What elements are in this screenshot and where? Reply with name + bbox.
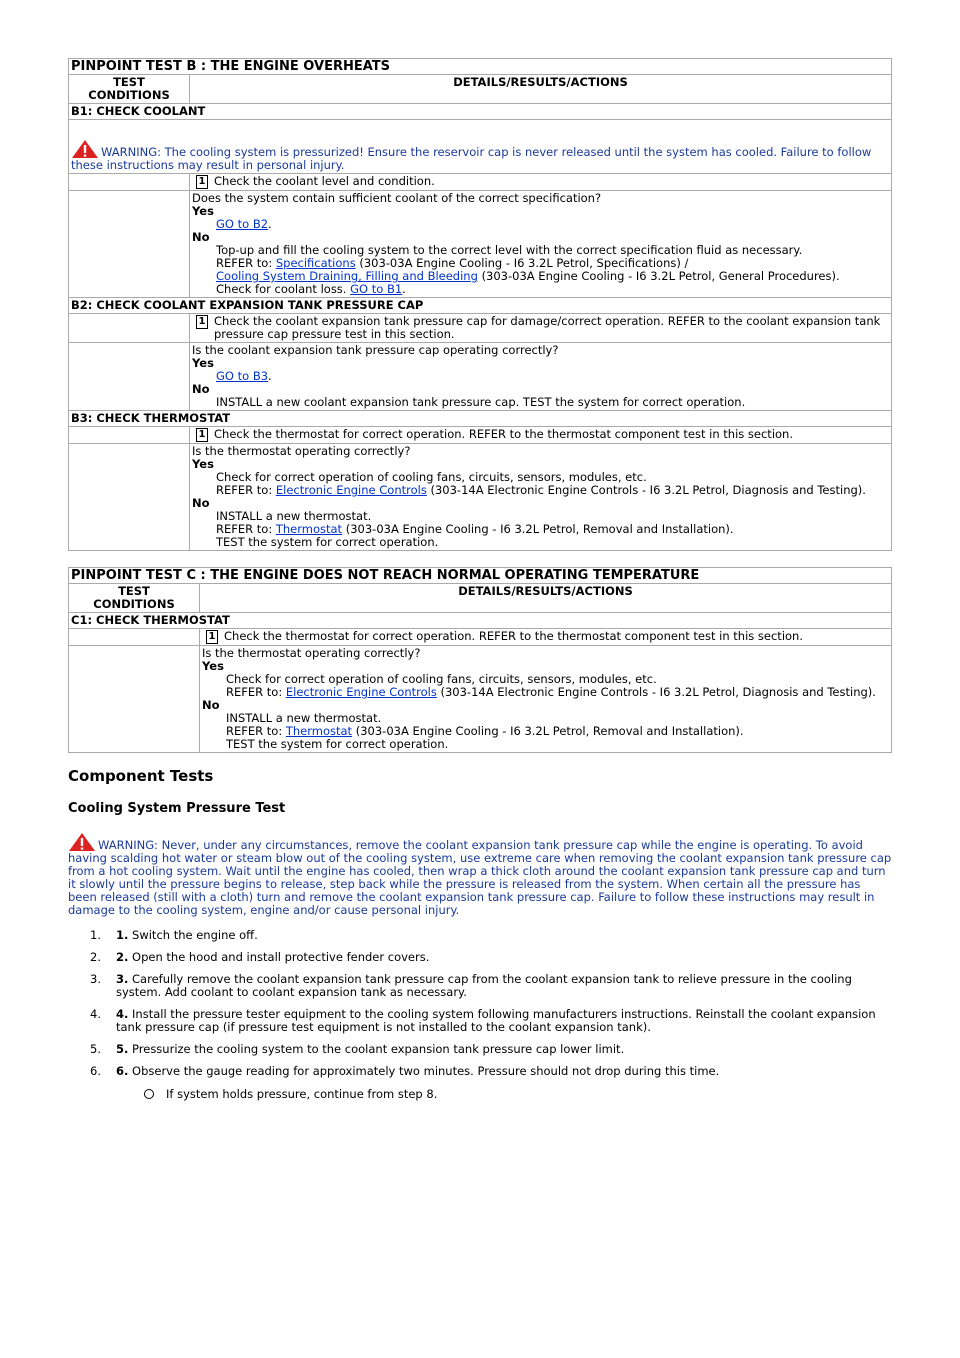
step-number: 5. (90, 1042, 101, 1056)
ref-text: (303-03A Engine Cooling - I6 3.2L Petrol, Specifications) / (359, 256, 689, 270)
link-thermostat[interactable]: Thermostat (275, 522, 343, 536)
link-thermostat[interactable]: Thermostat (285, 724, 353, 738)
refer-text: REFER to: (216, 256, 273, 270)
no-label: No (192, 496, 210, 510)
cond-cell (69, 191, 190, 298)
step-number: 3. (90, 972, 101, 986)
warning-text: WARNING: Never, under any circumstances, remove the coolant expansion tank pressure cap while the engine is operating. To avoid having scalding hot water or steam blow out of the cooling system, use extreme care when removing the coolant expansion tank pressure cap from a hot cooling system. Wait until the engine has cooled, then wrap a thick cloth around the coolant expansion tank pressure cap and turn it slowly until the pressure begins to release, step back while the pressure is released from the system. When certain all the pressure has been released (still with a cloth) turn and remove the coolant expansion tank pressure cap. Failure to follow these instructions may result in damage to the cooling system, engine and/or cause personal injury. (68, 838, 892, 917)
refer-text: REFER to: (226, 724, 283, 738)
cond-cell (69, 444, 190, 551)
list-item (68, 951, 892, 964)
section-b2: B2: CHECK COOLANT EXPANSION TANK PRESSURE CAP (69, 298, 892, 314)
component-tests (68, 767, 892, 1101)
refer-text: REFER to: (226, 685, 283, 699)
col-test-conditions (69, 75, 190, 104)
pinpoint-test-c-table (68, 567, 892, 753)
col-label-a: TEST (118, 584, 150, 598)
step-bold: 3. (116, 972, 129, 986)
result-cell (200, 646, 892, 753)
ref-text: (303-14A Electronic Engine Controls - I6 3.2L Petrol, Diagnosis and Testing). (440, 685, 876, 699)
step-box: 1 (196, 428, 208, 442)
list-item (68, 929, 892, 942)
list-item (68, 1043, 892, 1056)
refer-text: REFER to: (216, 483, 273, 497)
step-text: Pressurize the cooling system to the coolant expansion tank pressure cap lower limit. (132, 1042, 625, 1056)
cond-cell (69, 314, 190, 343)
step-bold: 4. (116, 1007, 129, 1021)
yes-label: Yes (192, 356, 214, 370)
steps-list (68, 929, 892, 1078)
col-details: DETAILS/RESULTS/ACTIONS (190, 75, 892, 104)
step-bold: 2. (116, 950, 129, 964)
test-c-title: PINPOINT TEST C : THE ENGINE DOES NOT REACH NORMAL OPERATING TEMPERATURE (69, 568, 892, 584)
link-electronic-engine-controls[interactable]: Electronic Engine Controls (275, 483, 427, 497)
step-text: Check the coolant level and condition. (214, 174, 435, 188)
warning-icon (71, 139, 99, 159)
step-bold: 6. (116, 1064, 129, 1078)
step-text: Check the thermostat for correct operation. REFER to the thermostat component test in this section. (224, 629, 803, 643)
result-cell (190, 444, 892, 551)
warning-text: WARNING: The cooling system is pressurized! Ensure the reservoir cap is never released until the system has cooled. Failure to follow these instructions may result in personal injury. (71, 145, 872, 172)
pinpoint-test-b-table (68, 58, 892, 551)
no-text: INSTALL a new thermostat. (216, 509, 372, 523)
step-text: Install the pressure tester equipment to the cooling system following manufacturers instructions. Reinstall the coolant expansion tank pressure cap (if pressure test equipment is not installed to the coolant expansion tank). (116, 1007, 876, 1034)
ref-text: (303-03A Engine Cooling - I6 3.2L Petrol, Removal and Installation). (355, 724, 744, 738)
step-box: 1 (196, 315, 208, 329)
link-go-to-b1[interactable]: GO to B1 (350, 282, 403, 296)
col-label-b: CONDITIONS (88, 88, 170, 102)
step-box: 1 (206, 630, 218, 644)
result-cell: Is the coolant expansion tank pressure cap operating correctly? Yes GO to B3. No INSTALL a new coolant expansion tank pressure cap. TEST the system for correct operation. (190, 343, 892, 411)
link-go-to-b2[interactable]: GO to B2 (216, 217, 269, 231)
list-item (68, 1008, 892, 1034)
no-label: No (192, 230, 210, 244)
question-text: Is the thermostat operating correctly? (202, 646, 421, 660)
component-tests-heading: Component Tests (68, 767, 214, 785)
yes-text: Check for correct operation of cooling fans, circuits, sensors, modules, etc. (216, 470, 647, 484)
no-text: Top-up and fill the cooling system to the correct level with the correct specification fluid as necessary. (216, 243, 803, 257)
step-text: Carefully remove the coolant expansion tank pressure cap from the coolant expansion tank to relieve pressure in the cooling system. Add coolant to coolant expansion tank as necessary. (116, 972, 852, 999)
step-text: Observe the gauge reading for approximately two minutes. Pressure should not drop during this time. (132, 1064, 720, 1078)
page (68, 58, 892, 1101)
col-test-conditions (69, 584, 200, 613)
section-b3: B3: CHECK THERMOSTAT (69, 411, 892, 427)
ref-text: (303-03A Engine Cooling - I6 3.2L Petrol, General Procedures). (481, 269, 840, 283)
question-text: Is the coolant expansion tank pressure cap operating correctly? (192, 343, 559, 357)
yes-label: Yes (192, 204, 214, 218)
step-text: Open the hood and install protective fender covers. (132, 950, 430, 964)
cond-cell (69, 174, 190, 191)
result-cell: Does the system contain sufficient coolant of the correct specification? Yes GO to B2. No Top-up and fill the cooling system to the correct level with the correct specification fluid as necessary. REFER to: Specifications (303-03A Engine Cooling - I6 3.2L Petrol, Specifications) / Cooling System Draining, Filling and Bleeding (303-03A Engine Cooling - I6 3.2L Petrol, General Procedures). Check for coolant loss. GO to B1. (190, 191, 892, 298)
sub-step (144, 1087, 892, 1101)
step-number: 6. (90, 1064, 101, 1078)
link-electronic-engine-controls[interactable]: Electronic Engine Controls (285, 685, 437, 699)
section-b1: B1: CHECK COOLANT (69, 104, 892, 120)
link-specifications[interactable]: Specifications (275, 256, 356, 270)
no-label: No (192, 382, 210, 396)
step-text: Check the coolant expansion tank pressure cap for damage/correct operation. REFER to the coolant expansion tank pressure cap pressure test in this section. (214, 314, 881, 341)
step-box: 1 (196, 175, 208, 189)
col-details: DETAILS/RESULTS/ACTIONS (200, 584, 892, 613)
warning-block (68, 832, 892, 917)
step-number: 2. (90, 950, 101, 964)
link-go-to-b3[interactable]: GO to B3 (216, 369, 269, 383)
ref-text: (303-14A Electronic Engine Controls - I6 3.2L Petrol, Diagnosis and Testing). (430, 483, 866, 497)
step-bold: 5. (116, 1042, 129, 1056)
question-text: Is the thermostat operating correctly? (192, 444, 411, 458)
yes-label: Yes (202, 659, 224, 673)
step-row (190, 314, 892, 343)
cond-cell (69, 343, 190, 411)
refer-text: REFER to: (216, 522, 273, 536)
test-system-text: TEST the system for correct operation. (226, 737, 449, 751)
step-bold: 1. (116, 928, 129, 942)
no-label: No (202, 698, 220, 712)
link-cooling-draining[interactable]: Cooling System Draining, Filling and Bleeding (216, 269, 478, 283)
no-text: INSTALL a new thermostat. (226, 711, 382, 725)
warning-icon (68, 832, 96, 852)
section-c1: C1: CHECK THERMOSTAT (69, 613, 892, 629)
sub-step-text: If system holds pressure, continue from step 8. (166, 1087, 438, 1101)
col-label-b: CONDITIONS (93, 597, 175, 611)
step-number: 4. (90, 1007, 101, 1021)
yes-label: Yes (192, 457, 214, 471)
test-b-title: PINPOINT TEST B : THE ENGINE OVERHEATS (69, 59, 892, 75)
list-item (68, 973, 892, 999)
no-text: INSTALL a new coolant expansion tank pressure cap. TEST the system for correct operation. (216, 395, 746, 409)
cond-cell (69, 646, 200, 753)
cooling-pressure-heading: Cooling System Pressure Test (68, 801, 286, 816)
cond-cell (69, 629, 200, 646)
col-label-a: TEST (113, 75, 145, 89)
step-text: Switch the engine off. (132, 928, 258, 942)
check-text: Check for coolant loss. (216, 282, 347, 296)
ref-text: (303-03A Engine Cooling - I6 3.2L Petrol, Removal and Installation). (345, 522, 734, 536)
step-number: 1. (90, 928, 101, 942)
list-item (68, 1065, 892, 1078)
step-text: Check the thermostat for correct operation. REFER to the thermostat component test in this section. (214, 427, 793, 441)
cond-cell (69, 427, 190, 444)
yes-text: Check for correct operation of cooling fans, circuits, sensors, modules, etc. (226, 672, 657, 686)
test-system-text: TEST the system for correct operation. (216, 535, 439, 549)
step-row (200, 629, 892, 646)
circle-bullet-icon (144, 1089, 154, 1099)
step-row (190, 427, 892, 444)
question-text: Does the system contain sufficient coolant of the correct specification? (192, 191, 602, 205)
warning-b1 (69, 120, 892, 174)
step-row (190, 174, 892, 191)
